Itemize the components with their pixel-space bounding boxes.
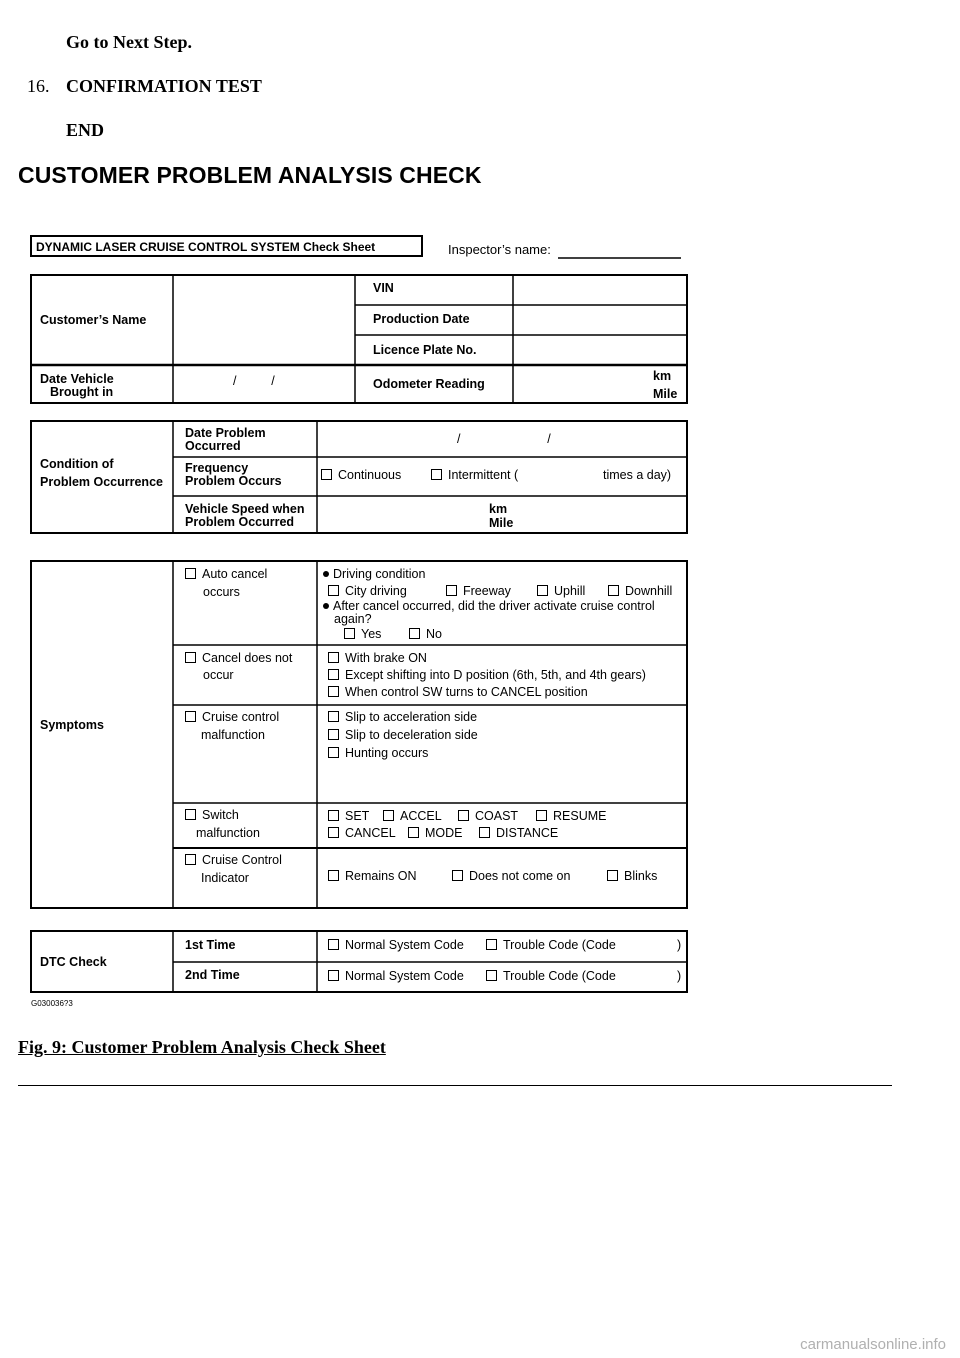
figure-code: G030036?3 <box>31 999 73 1008</box>
frequency-label-2: Problem Occurs <box>185 474 282 488</box>
speed-mile: Mile <box>489 516 514 530</box>
end-text: END <box>66 120 105 140</box>
second-trouble-code-option[interactable]: Trouble Code (Code <box>486 969 616 984</box>
date-problem-label-1: Date Problem <box>185 426 266 440</box>
distance-option[interactable]: DISTANCE <box>479 826 558 841</box>
vin-label: VIN <box>373 281 394 295</box>
bullet-icon <box>323 603 329 609</box>
vehicle-speed-label-1: Vehicle Speed when <box>185 502 305 516</box>
checkbox-icon <box>383 810 394 821</box>
checkbox-icon <box>536 810 547 821</box>
odometer-label: Odometer Reading <box>373 377 485 391</box>
checkbox-icon <box>328 711 339 722</box>
times-a-day-label: times a day) <box>603 468 672 482</box>
condition-label-2: Problem Occurrence <box>40 475 163 489</box>
checkbox-icon <box>409 628 420 639</box>
step-number: 16. <box>27 76 50 96</box>
checkbox-icon <box>328 810 339 821</box>
checkbox-icon <box>607 870 618 881</box>
switch-malfunction-option[interactable]: Switch <box>185 808 239 823</box>
checkbox-icon <box>185 809 196 820</box>
checkbox-icon <box>328 870 339 881</box>
odometer-mile: Mile <box>653 387 678 401</box>
slip-deceleration-option[interactable]: Slip to deceleration side <box>328 728 478 743</box>
checkbox-icon <box>321 469 332 480</box>
checkbox-icon <box>486 939 497 950</box>
checkbox-icon <box>537 585 548 596</box>
blinks-option[interactable]: Blinks <box>607 869 657 884</box>
next-step-text: Go to Next Step. <box>66 32 192 52</box>
second-close-paren: ) <box>677 969 682 983</box>
after-cancel-question: After cancel occurred, did the driver activate cruise control <box>323 599 655 614</box>
downhill-option[interactable]: Downhill <box>608 584 672 599</box>
city-driving-option[interactable]: City driving <box>328 584 407 599</box>
checkbox-icon <box>452 870 463 881</box>
condition-label-1: Condition of <box>40 457 114 471</box>
checkbox-icon <box>608 585 619 596</box>
second-time-label: 2nd Time <box>185 968 240 982</box>
remains-on-option[interactable]: Remains ON <box>328 869 417 884</box>
checkbox-icon <box>185 652 196 663</box>
checkbox-icon <box>185 711 196 722</box>
intermittent-option[interactable]: Intermittent ( <box>431 468 518 483</box>
customer-name-label: Customer’s Name <box>40 313 147 327</box>
figure-caption[interactable]: Fig. 9: Customer Problem Analysis Check Sheet <box>18 1037 386 1057</box>
sheet-title: DYNAMIC LASER CRUISE CONTROL SYSTEM Check Sheet <box>36 240 376 254</box>
after-cancel-question-2: again? <box>334 612 372 626</box>
first-close-paren: ) <box>677 938 682 952</box>
brake-on-option[interactable]: With brake ON <box>328 651 427 666</box>
no-option[interactable]: No <box>409 627 442 642</box>
first-trouble-code-option[interactable]: Trouble Code (Code <box>486 938 616 953</box>
checkbox-icon <box>328 747 339 758</box>
watermark: carmanualsonline.info <box>800 1336 946 1353</box>
production-date-label: Production Date <box>373 312 470 326</box>
first-time-label: 1st Time <box>185 938 236 952</box>
date-vehicle-slashes: / / <box>233 374 275 388</box>
section-heading: CUSTOMER PROBLEM ANALYSIS CHECK <box>18 162 482 188</box>
step-label: CONFIRMATION TEST <box>66 76 262 96</box>
accel-option[interactable]: ACCEL <box>383 809 442 824</box>
auto-cancel-label-2: occurs <box>203 585 240 599</box>
checkbox-icon <box>344 628 355 639</box>
checkbox-icon <box>328 939 339 950</box>
inspector-label: Inspector’s name: <box>448 242 551 257</box>
date-vehicle-label: Date Vehicle <box>40 372 114 386</box>
checkbox-icon <box>328 686 339 697</box>
vehicle-speed-label-2: Problem Occurred <box>185 515 295 529</box>
except-shifting-option[interactable]: Except shifting into D position (6th, 5th, and 4th gears) <box>328 668 646 683</box>
divider <box>18 1085 892 1086</box>
driving-condition-label: Driving condition <box>323 567 425 582</box>
checkbox-icon <box>408 827 419 838</box>
checkbox-icon <box>328 729 339 740</box>
dtc-check-label: DTC Check <box>40 955 107 969</box>
checkbox-icon <box>328 669 339 680</box>
checkbox-icon <box>486 970 497 981</box>
checkbox-icon <box>479 827 490 838</box>
slip-acceleration-option[interactable]: Slip to acceleration side <box>328 710 477 725</box>
checkbox-icon <box>185 568 196 579</box>
cancel-not-occur-label-2: occur <box>203 668 234 682</box>
cruise-indicator-option[interactable]: Cruise Control <box>185 853 282 868</box>
checkbox-icon <box>328 827 339 838</box>
coast-option[interactable]: COAST <box>458 809 518 824</box>
continuous-option[interactable]: Continuous <box>321 468 401 483</box>
cruise-malfunction-label-2: malfunction <box>201 728 265 742</box>
control-sw-option[interactable]: When control SW turns to CANCEL position <box>328 685 588 700</box>
odometer-km: km <box>653 369 672 383</box>
mode-option[interactable]: MODE <box>408 826 463 841</box>
symptoms-label: Symptoms <box>40 718 104 732</box>
uphill-option[interactable]: Uphill <box>537 584 585 599</box>
checkbox-icon <box>446 585 457 596</box>
date-problem-label-2: Occurred <box>185 439 241 453</box>
date-problem-slashes: / / <box>457 432 551 446</box>
freeway-option[interactable]: Freeway <box>446 584 511 599</box>
licence-plate-label: Licence Plate No. <box>373 343 477 357</box>
cancel-option[interactable]: CANCEL <box>328 826 396 841</box>
hunting-option[interactable]: Hunting occurs <box>328 746 428 761</box>
does-not-come-on-option[interactable]: Does not come on <box>452 869 570 884</box>
frequency-label-1: Frequency <box>185 461 249 475</box>
checkbox-icon <box>185 854 196 865</box>
checkbox-icon <box>431 469 442 480</box>
checkbox-icon <box>458 810 469 821</box>
resume-option[interactable]: RESUME <box>536 809 606 824</box>
first-normal-code-option[interactable]: Normal System Code <box>328 938 464 953</box>
switch-malfunction-label-2: malfunction <box>196 826 260 840</box>
brought-in-label: Brought in <box>50 385 114 399</box>
speed-km: km <box>489 502 508 516</box>
checkbox-icon <box>328 585 339 596</box>
cancel-not-occur-option[interactable]: Cancel does not <box>185 651 292 666</box>
cruise-indicator-label-2: Indicator <box>201 871 249 885</box>
second-normal-code-option[interactable]: Normal System Code <box>328 969 464 984</box>
checkbox-icon <box>328 970 339 981</box>
bullet-icon <box>323 571 329 577</box>
checkbox-icon <box>328 652 339 663</box>
auto-cancel-option[interactable]: Auto cancel <box>185 567 267 582</box>
set-option[interactable]: SET <box>328 809 369 824</box>
yes-option[interactable]: Yes <box>344 627 381 642</box>
cruise-malfunction-option[interactable]: Cruise control <box>185 710 279 725</box>
